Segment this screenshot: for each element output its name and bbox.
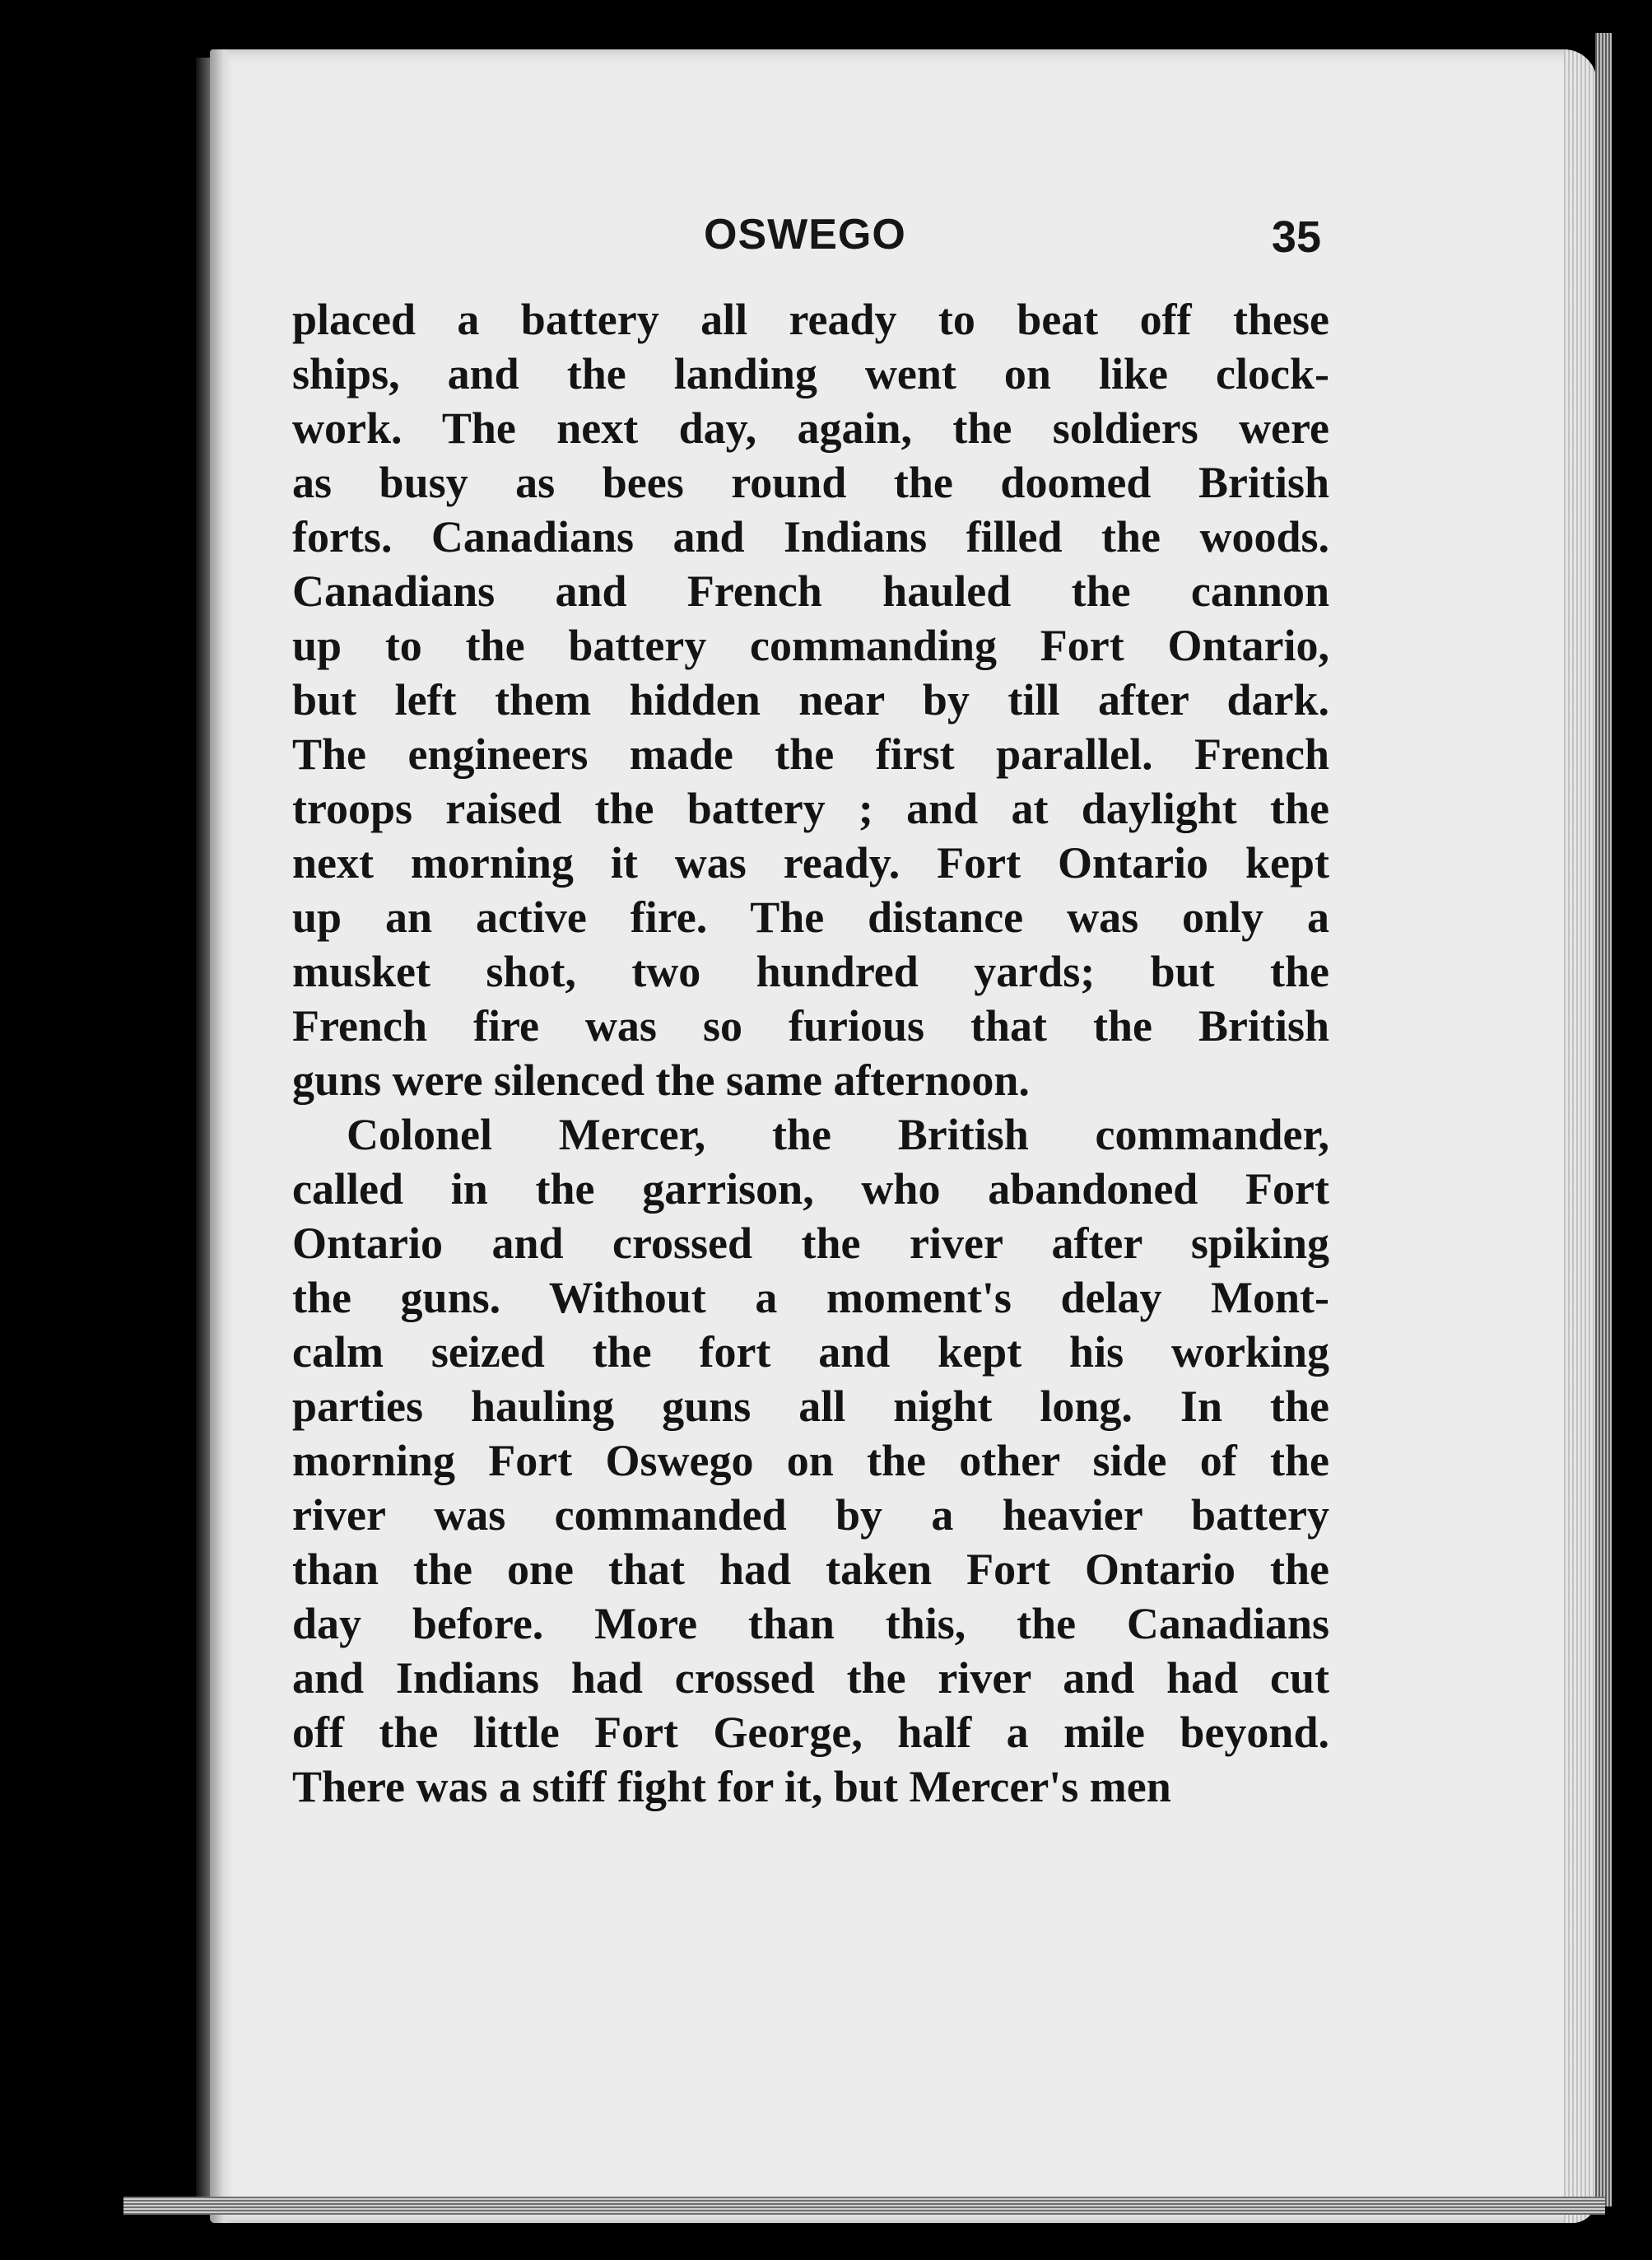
- text-line: called in the garrison, who abandoned Fort: [292, 1164, 1329, 1214]
- text-line: Colonel Mercer, the British commander,: [347, 1110, 1329, 1159]
- page-gutter: [210, 49, 233, 2223]
- text-line: but left them hidden near by till after dark.: [292, 675, 1329, 725]
- text-line: There was a stiff fight for it, but Mercer's men: [292, 1762, 1171, 1811]
- text-line: placed a battery all ready to beat off these: [292, 295, 1329, 344]
- text-line: forts. Canadians and Indians filled the woods.: [292, 512, 1329, 562]
- text-line: next morning it was ready. Fort Ontario kept: [292, 838, 1329, 888]
- page-edge-right: [1564, 49, 1597, 2223]
- text-line: ships, and the landing went on like clock-: [292, 349, 1329, 398]
- text-line: day before. More than this, the Canadians: [292, 1599, 1329, 1648]
- text-line: calm seized the fort and kept his working: [292, 1327, 1329, 1377]
- text-line: The engineers made the first parallel. French: [292, 729, 1329, 779]
- text-line: than the one that had taken Fort Ontario the: [292, 1545, 1329, 1594]
- stacked-pages-bottom: [123, 2197, 1605, 2215]
- text-line: up to the battery commanding Fort Ontario,: [292, 621, 1329, 670]
- running-title: OSWEGO: [704, 211, 906, 259]
- text-line: the guns. Without a moment's delay Mont-: [292, 1273, 1329, 1322]
- text-line: work. The next day, again, the soldiers were: [292, 403, 1329, 453]
- page-number: 35: [1271, 212, 1321, 262]
- text-line: off the little Fort George, half a mile beyond.: [292, 1708, 1329, 1757]
- text-line: French fire was so furious that the British: [292, 1001, 1329, 1051]
- body-text: [292, 292, 1329, 1814]
- text-line: as busy as bees round the doomed British: [292, 458, 1329, 507]
- running-head: [292, 210, 1321, 276]
- text-line: Ontario and crossed the river after spiking: [292, 1219, 1329, 1268]
- text-line: up an active fire. The distance was only a: [292, 892, 1329, 942]
- text-line: parties hauling guns all night long. In the: [292, 1382, 1329, 1431]
- text-line: musket shot, two hundred yards; but the: [292, 947, 1329, 996]
- stacked-pages-right: [1595, 33, 1612, 2206]
- text-line: morning Fort Oswego on the other side of the: [292, 1436, 1329, 1485]
- text-line: troops raised the battery ; and at daylight the: [292, 784, 1329, 833]
- text-line: Canadians and French hauled the cannon: [292, 566, 1329, 616]
- text-line: and Indians had crossed the river and had cut: [292, 1653, 1329, 1703]
- text-line: guns were silenced the same afternoon.: [292, 1055, 1030, 1105]
- text-line: river was commanded by a heavier battery: [292, 1490, 1329, 1540]
